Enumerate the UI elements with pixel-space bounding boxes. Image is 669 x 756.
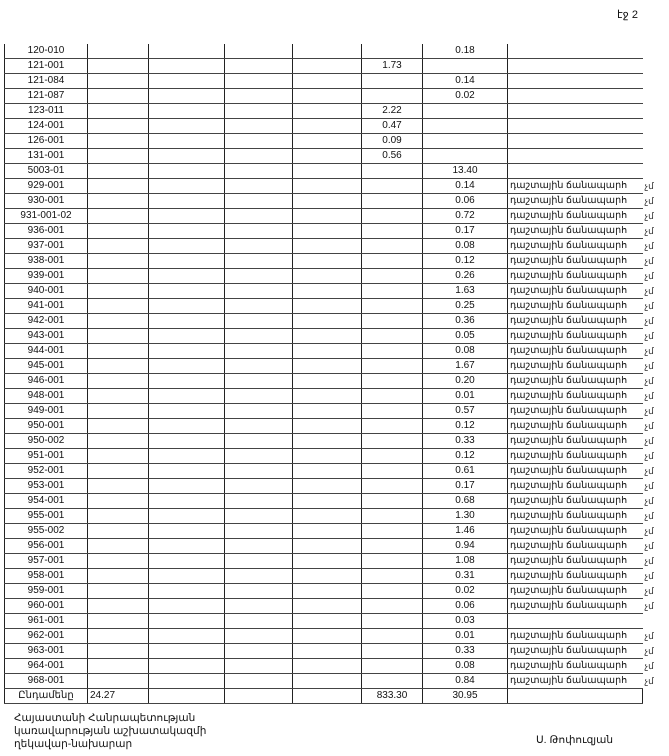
- row-code: 124-001: [5, 119, 88, 134]
- row-use: [508, 119, 643, 134]
- table-row: [5, 524, 668, 539]
- row-code: 942-001: [5, 314, 88, 329]
- row-code: 938-001: [5, 254, 88, 269]
- table-row: [5, 419, 668, 434]
- total-a: 833.30: [362, 689, 423, 704]
- row-code: 940-001: [5, 284, 88, 299]
- row-mark: չմ: [644, 631, 654, 641]
- row-value-b: 0.08: [423, 344, 508, 359]
- row-value-b: 0.06: [423, 599, 508, 614]
- row-value-a: [362, 74, 423, 89]
- row-value-a: [362, 44, 423, 59]
- row-value-b: 1.67: [423, 359, 508, 374]
- row-code: 931-001-02: [5, 209, 88, 224]
- row-value-b: [423, 59, 508, 74]
- row-value-b: 0.01: [423, 629, 508, 644]
- row-value-a: [362, 299, 423, 314]
- row-use: դաշտային ճանապարհ: [508, 449, 643, 464]
- row-value-b: 0.02: [423, 584, 508, 599]
- row-code: 954-001: [5, 494, 88, 509]
- table-row: [5, 314, 668, 329]
- table-row: [5, 194, 668, 209]
- row-code: 956-001: [5, 539, 88, 554]
- row-mark: չմ: [644, 301, 654, 311]
- row-mark: [643, 119, 668, 134]
- table-row: [5, 329, 668, 344]
- row-mark: չմ: [644, 196, 654, 206]
- row-value-b: 0.17: [423, 479, 508, 494]
- row-use: դաշտային ճանապարհ: [508, 419, 643, 434]
- table-row: [5, 179, 668, 194]
- row-mark: [643, 614, 668, 629]
- row-value-a: [362, 209, 423, 224]
- row-use: դաշտային ճանապարհ: [508, 674, 643, 689]
- row-value-a: 1.73: [362, 59, 423, 74]
- row-use: դաշտային ճանապարհ: [508, 269, 643, 284]
- row-mark: չմ: [644, 406, 654, 416]
- table-row: [5, 629, 668, 644]
- row-code: 963-001: [5, 644, 88, 659]
- row-mark: չմ: [644, 181, 654, 191]
- table-row: [5, 344, 668, 359]
- row-code: 946-001: [5, 374, 88, 389]
- row-use: դաշտային ճանապարհ: [508, 509, 643, 524]
- row-value-a: [362, 359, 423, 374]
- row-value-b: 0.36: [423, 314, 508, 329]
- row-code: 960-001: [5, 599, 88, 614]
- table-row: [5, 434, 668, 449]
- row-code: 944-001: [5, 344, 88, 359]
- table-row: [5, 164, 668, 179]
- row-value-b: 0.61: [423, 464, 508, 479]
- row-use: դաշտային ճանապարհ: [508, 194, 643, 209]
- row-use: [508, 74, 643, 89]
- row-use: [508, 44, 643, 59]
- row-mark: չմ: [644, 376, 654, 386]
- row-use: դաշտային ճանապարհ: [508, 569, 643, 584]
- total-b: 30.95: [423, 689, 508, 704]
- table-row: [5, 539, 668, 554]
- row-mark: չմ: [644, 451, 654, 461]
- row-use: դաշտային ճանապարհ: [508, 539, 643, 554]
- row-value-a: [362, 179, 423, 194]
- row-use: դաշտային ճանապարհ: [508, 374, 643, 389]
- row-value-b: 1.08: [423, 554, 508, 569]
- row-mark: չմ: [644, 496, 654, 506]
- row-mark: չմ: [644, 316, 654, 326]
- table-row: [5, 464, 668, 479]
- row-value-b: 13.40: [423, 164, 508, 179]
- table-row: [5, 284, 668, 299]
- row-use: դաշտային ճանապարհ: [508, 239, 643, 254]
- row-value-a: [362, 629, 423, 644]
- row-value-a: [362, 389, 423, 404]
- row-code: 955-002: [5, 524, 88, 539]
- row-value-a: 0.09: [362, 134, 423, 149]
- row-mark: չմ: [644, 211, 654, 221]
- land-table: [4, 44, 668, 704]
- row-use: դաշտային ճանապարհ: [508, 599, 643, 614]
- row-code: 957-001: [5, 554, 88, 569]
- table-row: [5, 104, 668, 119]
- row-code: 958-001: [5, 569, 88, 584]
- row-value-b: 0.68: [423, 494, 508, 509]
- row-code: 121-001: [5, 59, 88, 74]
- row-use: դաշտային ճանապարհ: [508, 554, 643, 569]
- table-row: [5, 449, 668, 464]
- row-code: 953-001: [5, 479, 88, 494]
- row-value-b: 1.46: [423, 524, 508, 539]
- row-value-a: [362, 584, 423, 599]
- row-value-b: 0.01: [423, 389, 508, 404]
- row-use: դաշտային ճանապարհ: [508, 464, 643, 479]
- row-code: 5003-01: [5, 164, 88, 179]
- row-code: 937-001: [5, 239, 88, 254]
- table-row: [5, 254, 668, 269]
- row-value-a: [362, 614, 423, 629]
- row-use: դաշտային ճանապարհ: [508, 644, 643, 659]
- row-code: 930-001: [5, 194, 88, 209]
- row-value-a: [362, 449, 423, 464]
- row-use: դաշտային ճանապարհ: [508, 209, 643, 224]
- row-value-b: 0.08: [423, 239, 508, 254]
- row-mark: չմ: [644, 346, 654, 356]
- row-mark: չմ: [644, 586, 654, 596]
- row-value-b: 0.57: [423, 404, 508, 419]
- row-value-b: 0.03: [423, 614, 508, 629]
- row-value-a: [362, 644, 423, 659]
- row-value-b: 0.94: [423, 539, 508, 554]
- row-value-b: 0.12: [423, 419, 508, 434]
- row-code: 945-001: [5, 359, 88, 374]
- row-mark: [643, 89, 668, 104]
- table-row: [5, 59, 668, 74]
- row-value-b: [423, 104, 508, 119]
- row-code: 126-001: [5, 134, 88, 149]
- row-value-b: 0.20: [423, 374, 508, 389]
- row-value-b: 0.14: [423, 179, 508, 194]
- total-first: 24.27: [88, 689, 149, 704]
- row-mark: [643, 59, 668, 74]
- row-use: դաշտային ճանապարհ: [508, 254, 643, 269]
- row-mark: [643, 44, 668, 59]
- row-mark: չմ: [644, 556, 654, 566]
- row-value-b: 0.05: [423, 329, 508, 344]
- row-use: [508, 614, 643, 629]
- row-mark: [643, 164, 668, 179]
- row-value-a: [362, 464, 423, 479]
- row-code: 121-084: [5, 74, 88, 89]
- row-value-a: [362, 239, 423, 254]
- row-value-b: 0.33: [423, 434, 508, 449]
- row-value-a: [362, 494, 423, 509]
- row-value-b: 0.14: [423, 74, 508, 89]
- row-code: 936-001: [5, 224, 88, 239]
- row-value-b: 0.72: [423, 209, 508, 224]
- table-row: [5, 299, 668, 314]
- row-mark: չմ: [644, 571, 654, 581]
- row-use: [508, 134, 643, 149]
- row-use: [508, 104, 643, 119]
- row-use: դաշտային ճանապարհ: [508, 659, 643, 674]
- row-value-a: [362, 89, 423, 104]
- row-use: դաշտային ճանապարհ: [508, 284, 643, 299]
- table-row: [5, 569, 668, 584]
- row-code: 959-001: [5, 584, 88, 599]
- row-code: 121-087: [5, 89, 88, 104]
- row-code: 949-001: [5, 404, 88, 419]
- row-mark: [643, 134, 668, 149]
- row-value-b: [423, 149, 508, 164]
- row-value-b: [423, 119, 508, 134]
- row-value-a: [362, 404, 423, 419]
- table-row: [5, 584, 668, 599]
- row-mark: չմ: [644, 331, 654, 341]
- row-code: 943-001: [5, 329, 88, 344]
- row-mark: չմ: [644, 481, 654, 491]
- row-code: 955-001: [5, 509, 88, 524]
- table-row: [5, 404, 668, 419]
- row-code: 120-010: [5, 44, 88, 59]
- row-value-b: 0.12: [423, 254, 508, 269]
- row-value-b: 0.31: [423, 569, 508, 584]
- row-mark: չմ: [644, 436, 654, 446]
- row-use: դաշտային ճանապարհ: [508, 329, 643, 344]
- table-row: [5, 269, 668, 284]
- row-value-b: 0.08: [423, 659, 508, 674]
- row-mark: չմ: [644, 676, 654, 686]
- row-mark: չմ: [644, 241, 654, 251]
- row-value-a: [362, 419, 423, 434]
- table-row: [5, 374, 668, 389]
- row-value-a: [362, 254, 423, 269]
- row-value-b: 0.12: [423, 449, 508, 464]
- row-value-a: [362, 569, 423, 584]
- row-value-a: 0.47: [362, 119, 423, 134]
- row-value-a: [362, 194, 423, 209]
- row-use: դաշտային ճանապարհ: [508, 344, 643, 359]
- row-value-a: [362, 374, 423, 389]
- row-value-a: [362, 329, 423, 344]
- row-value-a: [362, 539, 423, 554]
- row-use: դաշտային ճանապարհ: [508, 584, 643, 599]
- table-row: [5, 209, 668, 224]
- row-mark: չմ: [644, 271, 654, 281]
- table-row: [5, 509, 668, 524]
- row-use: [508, 149, 643, 164]
- row-code: 964-001: [5, 659, 88, 674]
- row-value-a: [362, 224, 423, 239]
- table-row: [5, 554, 668, 569]
- row-value-a: [362, 659, 423, 674]
- row-use: դաշտային ճանապարհ: [508, 479, 643, 494]
- row-value-a: [362, 554, 423, 569]
- row-code: 952-001: [5, 464, 88, 479]
- row-code: 131-001: [5, 149, 88, 164]
- row-mark: չմ: [644, 466, 654, 476]
- row-value-a: [362, 599, 423, 614]
- table-row: [5, 224, 668, 239]
- table-row: [5, 119, 668, 134]
- row-code: 951-001: [5, 449, 88, 464]
- row-mark: չմ: [644, 286, 654, 296]
- table-row: [5, 134, 668, 149]
- row-mark: [643, 149, 668, 164]
- row-use: դաշտային ճանապարհ: [508, 389, 643, 404]
- row-value-a: [362, 524, 423, 539]
- page-number: էջ 2: [617, 9, 638, 21]
- row-use: դաշտային ճանապարհ: [508, 494, 643, 509]
- row-mark: չմ: [644, 601, 654, 611]
- row-code: 950-001: [5, 419, 88, 434]
- table-row: [5, 614, 668, 629]
- row-mark: չմ: [644, 541, 654, 551]
- row-mark: չմ: [644, 661, 654, 671]
- row-code: 123-011: [5, 104, 88, 119]
- row-use: դաշտային ճանապարհ: [508, 314, 643, 329]
- row-value-b: 0.06: [423, 194, 508, 209]
- row-mark: [643, 104, 668, 119]
- row-value-b: 0.33: [423, 644, 508, 659]
- row-mark: չմ: [644, 226, 654, 236]
- row-value-b: 1.30: [423, 509, 508, 524]
- table-row: [5, 359, 668, 374]
- table-row: [5, 479, 668, 494]
- row-value-b: 0.18: [423, 44, 508, 59]
- row-value-a: 2.22: [362, 104, 423, 119]
- row-value-a: [362, 434, 423, 449]
- row-use: դաշտային ճանապարհ: [508, 359, 643, 374]
- row-use: [508, 164, 643, 179]
- table-row: [5, 74, 668, 89]
- table-row: [5, 674, 668, 689]
- signatory-name: Ս. Թոփուզյան: [536, 734, 614, 746]
- row-value-a: [362, 479, 423, 494]
- row-use: [508, 59, 643, 74]
- total-row: [5, 689, 668, 704]
- row-mark: չմ: [644, 511, 654, 521]
- row-value-a: 0.56: [362, 149, 423, 164]
- table-row: [5, 494, 668, 509]
- row-code: 948-001: [5, 389, 88, 404]
- row-code: 968-001: [5, 674, 88, 689]
- row-code: 941-001: [5, 299, 88, 314]
- row-code: 950-002: [5, 434, 88, 449]
- row-mark: չմ: [644, 391, 654, 401]
- row-value-b: [423, 134, 508, 149]
- row-use: դաշտային ճանապարհ: [508, 404, 643, 419]
- row-use: դաշտային ճանապարհ: [508, 629, 643, 644]
- row-use: դաշտային ճանապարհ: [508, 179, 643, 194]
- table-row: [5, 599, 668, 614]
- table-row: [5, 389, 668, 404]
- row-value-a: [362, 164, 423, 179]
- row-use: դաշտային ճանապարհ: [508, 224, 643, 239]
- row-mark: չմ: [644, 256, 654, 266]
- row-value-b: 0.84: [423, 674, 508, 689]
- row-value-b: 0.17: [423, 224, 508, 239]
- table-row: [5, 239, 668, 254]
- signatory-title: Հայաստանի Հանրապետության կառավարության աշխատակազմի ղեկավար-նախարար: [14, 712, 207, 750]
- row-value-b: 0.25: [423, 299, 508, 314]
- row-use: դաշտային ճանապարհ: [508, 299, 643, 314]
- row-mark: չմ: [644, 646, 654, 656]
- row-value-b: 0.26: [423, 269, 508, 284]
- row-value-a: [362, 509, 423, 524]
- row-value-a: [362, 269, 423, 284]
- row-mark: [643, 74, 668, 89]
- row-value-b: 0.02: [423, 89, 508, 104]
- row-mark: չմ: [644, 361, 654, 371]
- row-use: [508, 89, 643, 104]
- table-row: [5, 644, 668, 659]
- table-row: [5, 89, 668, 104]
- row-code: 929-001: [5, 179, 88, 194]
- row-use: դաշտային ճանապարհ: [508, 434, 643, 449]
- total-label: Ընդամենը: [5, 689, 88, 704]
- table-row: [5, 149, 668, 164]
- row-mark: չմ: [644, 526, 654, 536]
- row-value-a: [362, 674, 423, 689]
- row-value-b: 1.63: [423, 284, 508, 299]
- row-value-a: [362, 344, 423, 359]
- row-mark: չմ: [644, 421, 654, 431]
- row-code: 961-001: [5, 614, 88, 629]
- table-row: [5, 659, 668, 674]
- row-code: 962-001: [5, 629, 88, 644]
- row-value-a: [362, 284, 423, 299]
- row-value-a: [362, 314, 423, 329]
- row-code: 939-001: [5, 269, 88, 284]
- table-row: [5, 44, 668, 59]
- row-use: դաշտային ճանապարհ: [508, 524, 643, 539]
